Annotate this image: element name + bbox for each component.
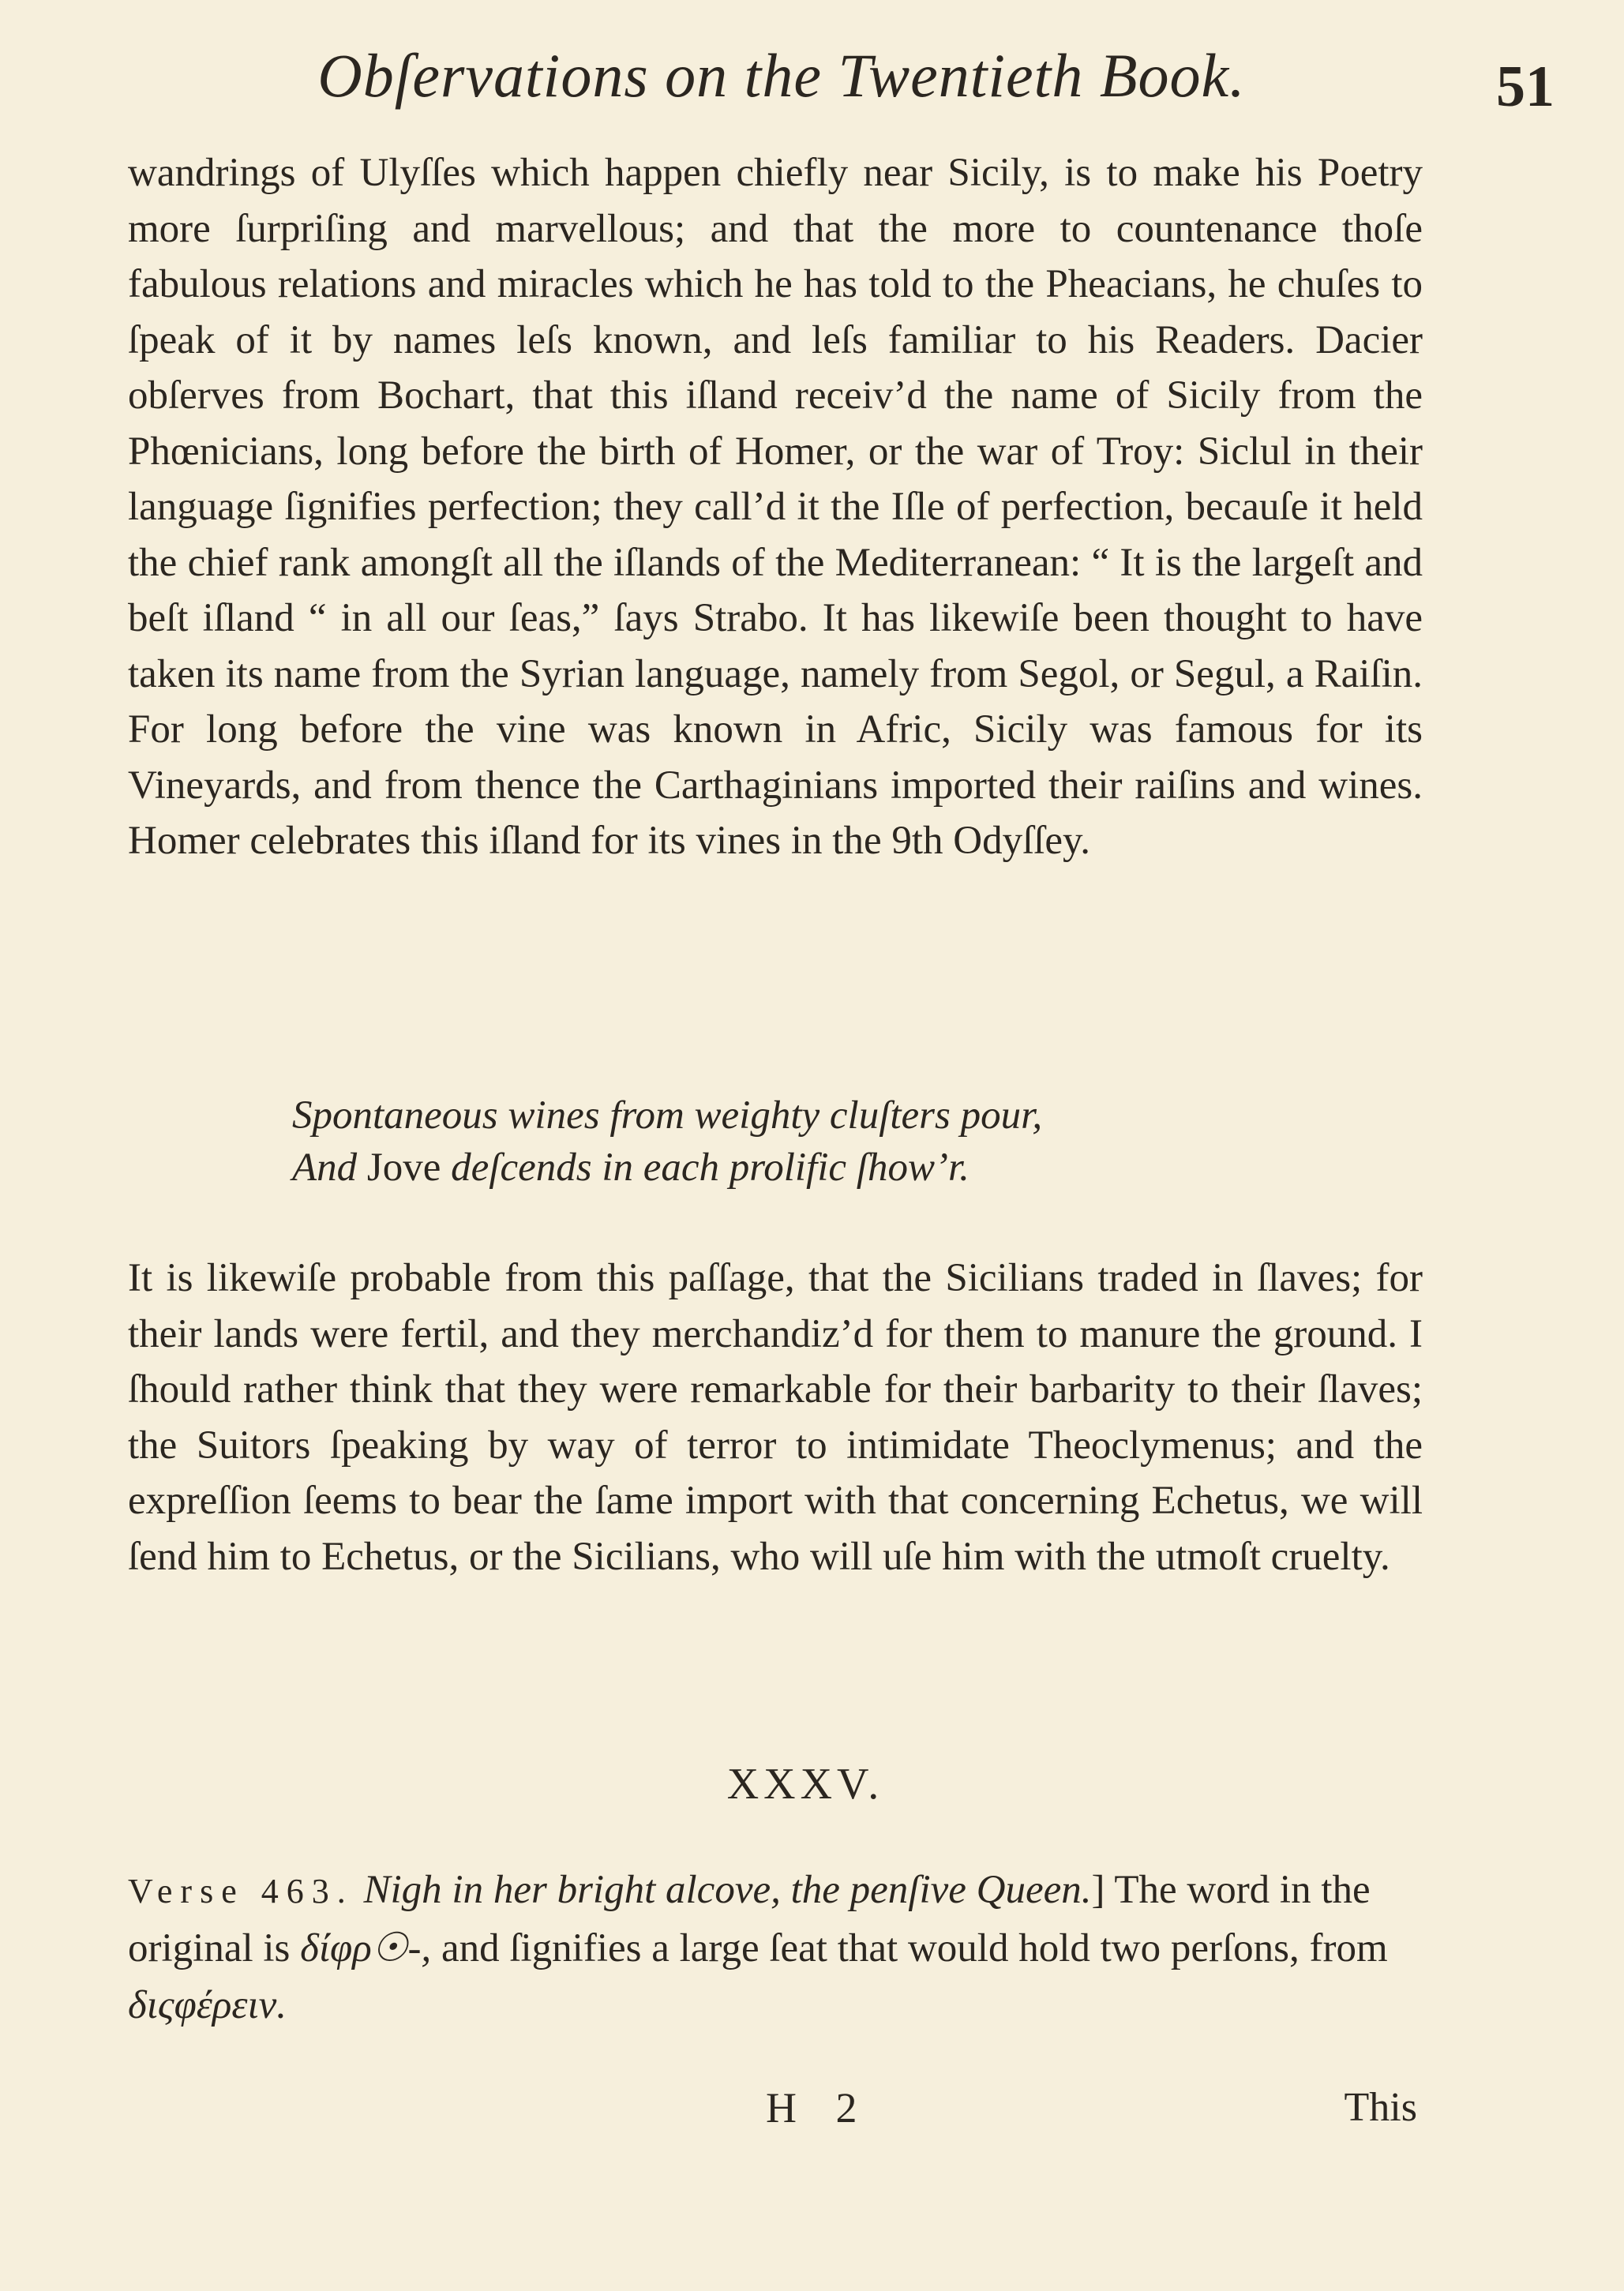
page-number: 51 (1496, 54, 1555, 119)
signature-mark: H 2 (766, 2084, 872, 2132)
verse-line-2-a: And (292, 1146, 367, 1190)
running-head: Obſervations on the Twentieth Book. (317, 41, 1246, 110)
paragraph-1-text: wandrings of Ulyſſes which happen chiefly near Sicily, is to make his Poetry more ſurpriſing and marvellous; and that the more to countenance thoſe fabulous relations and miracles which he has told to the Pheacians, he chuſes to ſpeak of it by names leſs known, and leſs familiar to his Readers. Dacier obſerves from Bochart, that this iſland receiv’d the name of Sicily from the Phœnicians, long before the birth of Homer, or the war of Troy: Siclul in their language ſignifies perfection; they call’d it the Iſle of perfection, becauſe it held the chief rank amongſt all the iſlands of the Mediterranean: “ It is the largeſt and beſt iſland “ in all our ſeas,” ſays Strabo. It has likewiſe been thought to have taken its name from the Syrian language, namely from Segol, or Segul, a Raiſin. For long before the vine was known in Afric, Sicily was famous for its Vineyards, and from thence the Carthaginians imported their raiſins and wines. Homer celebrates this iſland for its vines in the 9th Odyſſey. (128, 151, 1423, 863)
verse-line-2-c: deſcends in each prolific ſhow’r. (441, 1146, 970, 1190)
section-number: XXXV. (726, 1760, 884, 1809)
verse-quote: Nigh in her bright alcove, the penſive Queen. (363, 1868, 1092, 1912)
verse-line-1: Spontaneous wines from weighty cluſters pour, (292, 1093, 1043, 1138)
note-text-2: and ſignifies a large ſeat that would hold two perſons, from (431, 1926, 1388, 1970)
paragraph-2 (128, 1250, 1423, 1584)
note-text-1: The word in the original is (128, 1868, 1371, 1970)
greek-word-1: δίφρ☉-, (300, 1926, 432, 1970)
verse-line-2-name: Jove (366, 1146, 441, 1190)
verse-note (128, 1862, 1423, 2034)
quote-bracket: ] (1091, 1868, 1105, 1912)
verse-reference: Verse 463. (128, 1872, 354, 1910)
greek-word-2: διςφέρειν. (128, 1983, 287, 2027)
verse-quotation (292, 1089, 1318, 1194)
verse-line-2 (292, 1142, 1318, 1194)
paragraph-1 (128, 145, 1423, 869)
paragraph-2-text: It is likewiſe probable from this paſſage, that the Sicilians traded in ſlaves; for their lands were fertil, and they merchandiz’d for them to manure the ground. I ſhould rather think that they were remarkable for their barbarity to their ſlaves; the Suitors ſpeaking by way of terror to intimidate Theoclymenus; and the expreſſion ſeems to bear the ſame import with that concerning Echetus, we will ſend him to Echetus, or the Sicilians, who will uſe him with the utmoſt cruelty. (128, 1256, 1423, 1579)
catchword: This (1344, 2085, 1417, 2130)
